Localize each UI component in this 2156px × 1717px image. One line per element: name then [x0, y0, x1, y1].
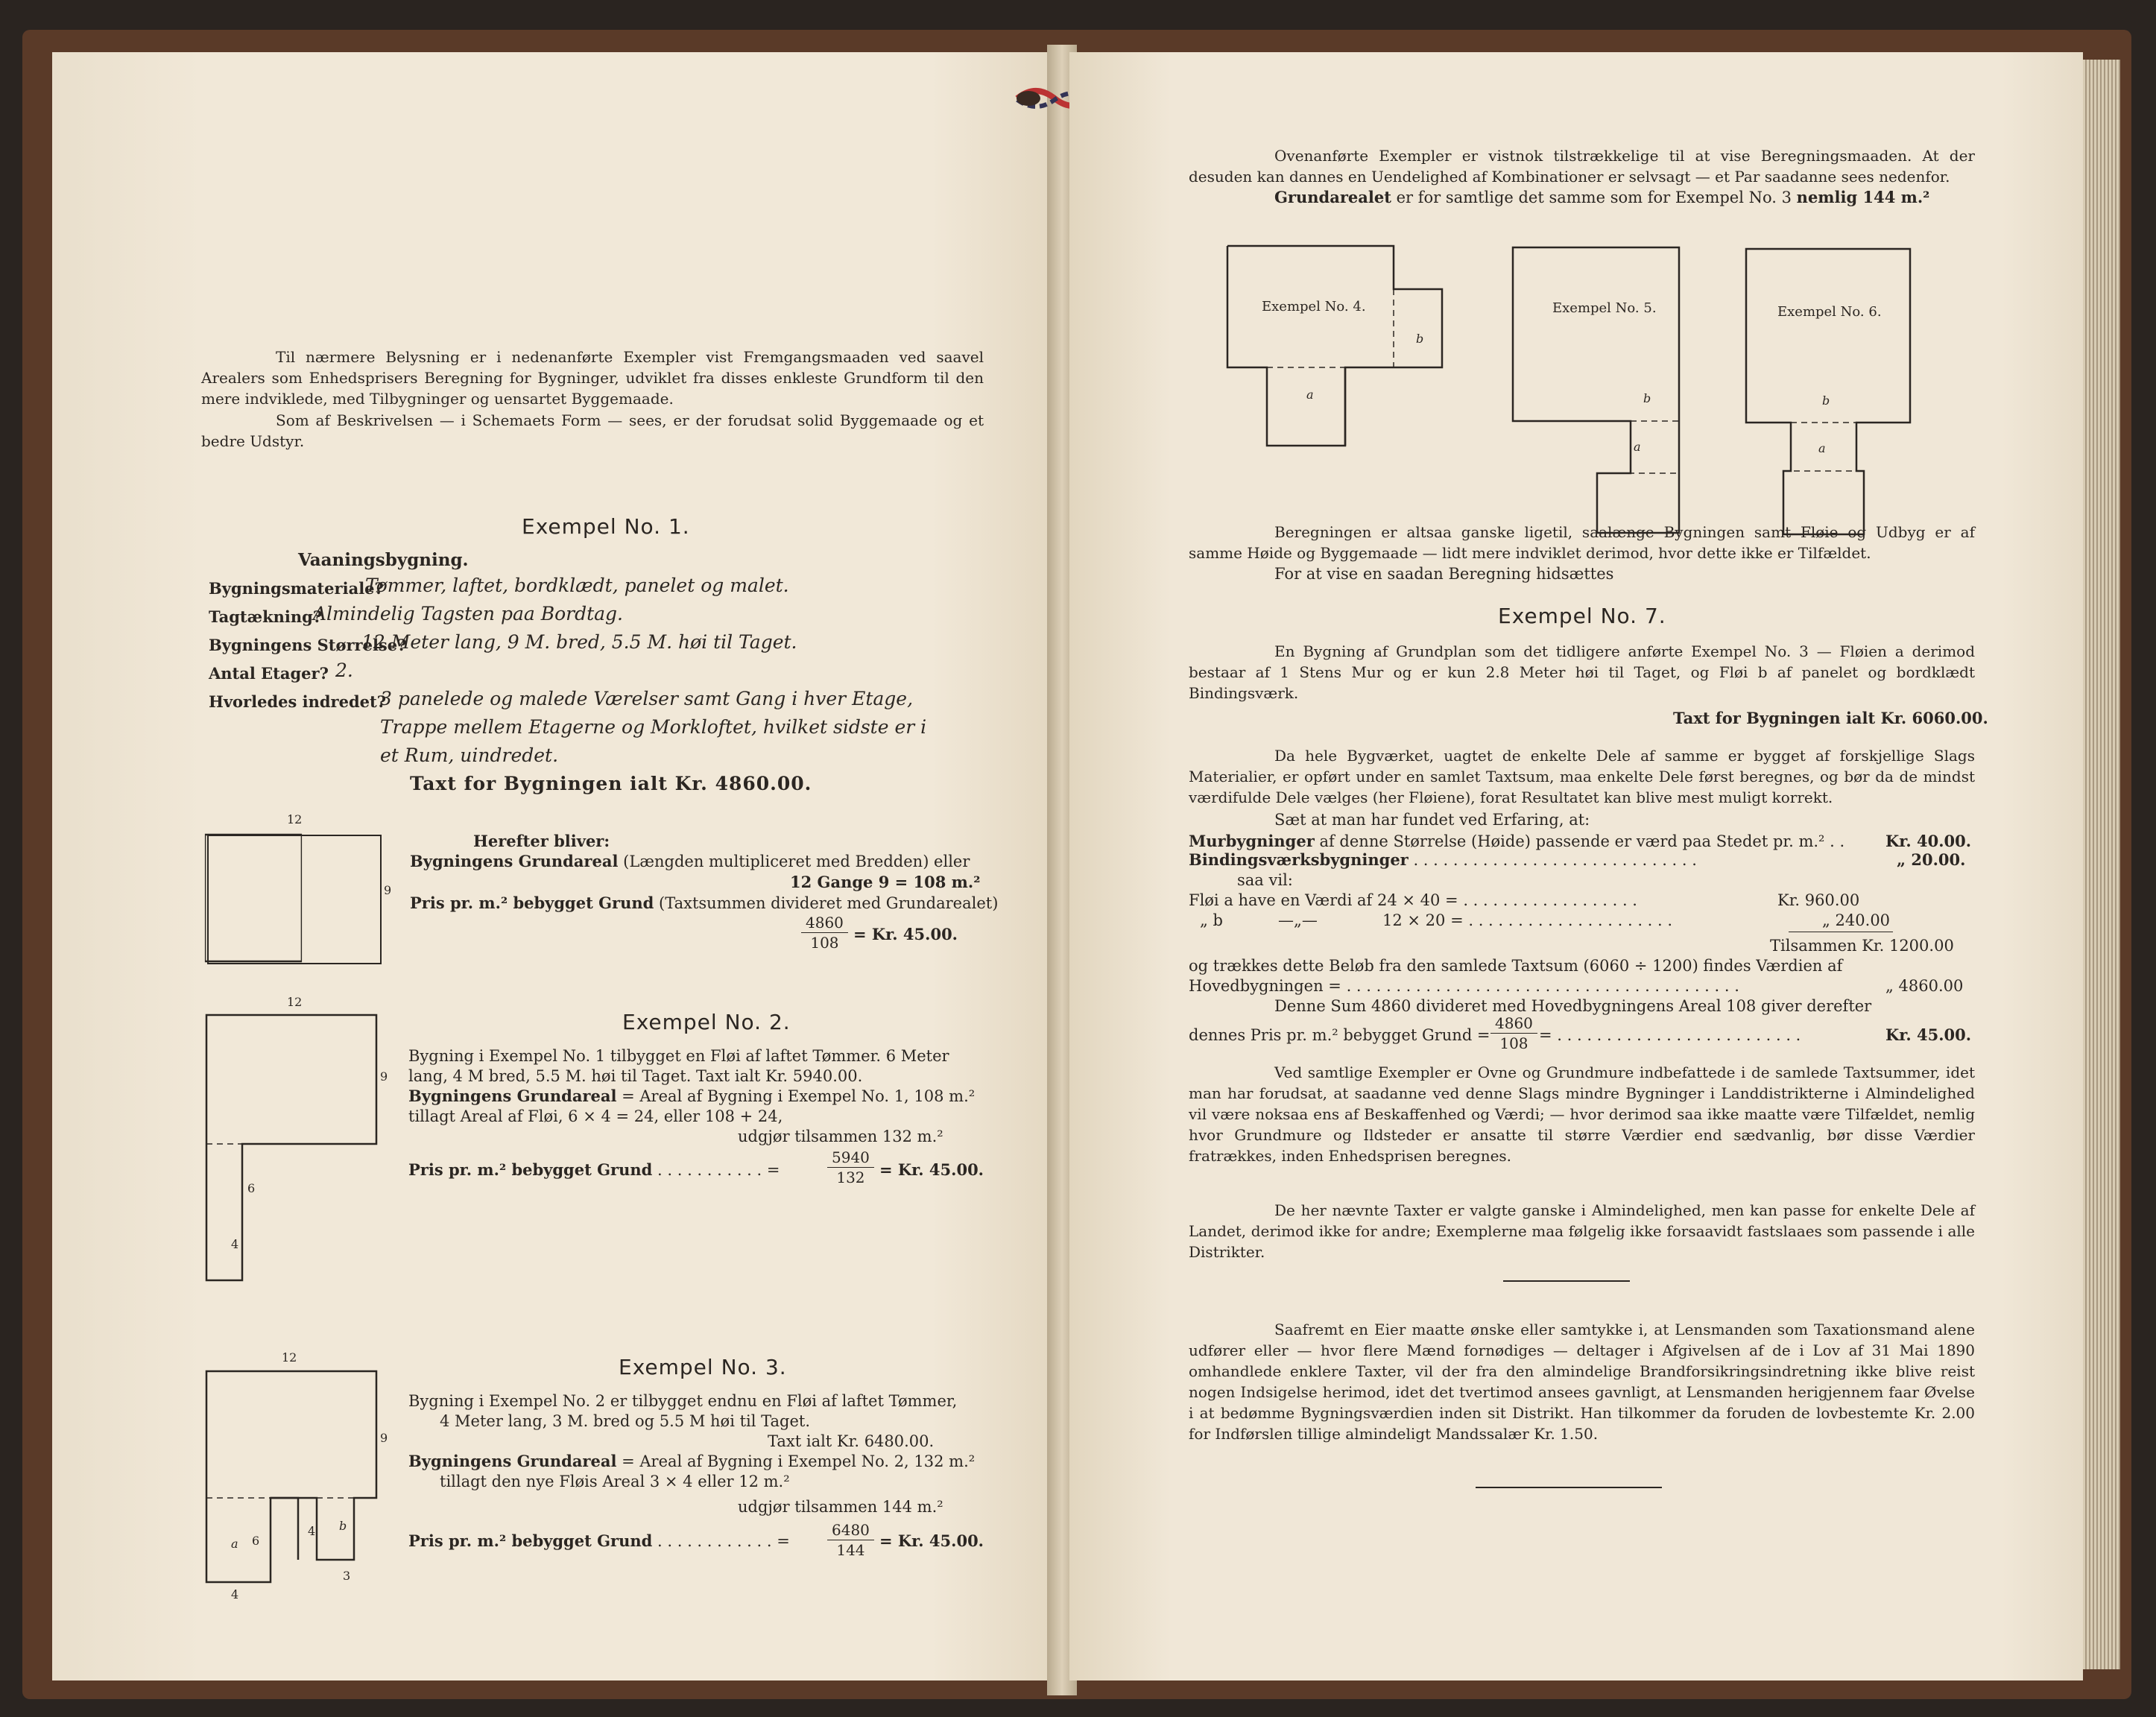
exempel-7-paragraph-1: En Bygning af Grundplan som det tidligere anførte Exempel No. 3 — Fløien a derimod bestaar af 1 Stens Mur og er kun 2.8 Meter høi til Taget, og Fløi b af panelet og bordklædt Bindingsværk.: [1189, 642, 1975, 702]
exempel-7-fraction: [1490, 1014, 1537, 1053]
grundarealet-text: er for samtlige det samme som for Exempel No. 3: [1396, 189, 1792, 206]
exempel-4-b: b: [1416, 332, 1424, 346]
fraction-denominator: 144: [836, 1541, 865, 1559]
paragraph-taxter: De her nævnte Taxter er valgte ganske i Almindelighed, men kan passe for enkelte Dele af Landet, derimod ikke for andre; Exemplerne maa følgelig ikke forsaavidt fastslaaes som passende i alle Distrikter.: [1189, 1201, 1975, 1261]
exempel-2-title: Exempel No. 2.: [622, 1010, 791, 1034]
exempel-2-fraction: [827, 1148, 874, 1187]
exempel-2-result: = Kr. 45.00.: [879, 1160, 984, 1179]
intro-paragraph: Til nærmere Belysning er i nedenanførte Exempler vist Fremgangsmaaden ved saavel Arealers som Enhedsprisers Beregning for Bygninger, udviklet fra disses enkleste Grundform til den mere indviklede, med Tilbygninger og uensartet Byggemaade.: [201, 348, 984, 408]
exempel-3-dim-4: 4: [231, 1587, 239, 1601]
pris-text: (Taxtsummen divideret med Grundarealet): [659, 894, 999, 912]
fraction-numerator: 6480: [827, 1520, 874, 1540]
exempel-5-label: Exempel No. 5.: [1552, 300, 1657, 316]
exempel-6-a: a: [1818, 441, 1826, 455]
bind-label: Bindingsværksbygninger: [1189, 850, 1409, 869]
hovedbygningen-value: „ 4860.00: [1885, 977, 1964, 995]
exempel-4-label: Exempel No. 4.: [1262, 299, 1366, 314]
floi-b-calc: 12 × 20 =: [1382, 911, 1464, 929]
exempel-4-a: a: [1306, 388, 1314, 402]
exempel-2-line-2: lang, 4 M bred, 5.5 M. høi til Taget. Taxt ialt Kr. 5940.00.: [408, 1067, 863, 1085]
fraction-denominator: 108: [1499, 1034, 1529, 1052]
answer-material: Tømmer, laftet, bordklædt, panelet og malet.: [365, 575, 789, 596]
mur-value: Kr. 40.00.: [1885, 832, 1972, 850]
exempel-4-plan: [1226, 244, 1450, 393]
exempel-3-areal-label: Bygningens Grundareal: [408, 1452, 617, 1470]
exempel-3-dim-top: 12: [282, 1350, 297, 1365]
exempel-3-line-3: Taxt ialt Kr. 6480.00.: [768, 1432, 935, 1450]
exempel-3-dim-4a: 4: [308, 1524, 316, 1538]
question-material: Bygningsmateriale?: [209, 579, 384, 598]
exempel-7-taxt: Taxt for Bygningen ialt Kr. 6060.00.: [1673, 709, 1988, 727]
exempel-2-line-1: Bygning i Exempel No. 1 tilbygget en Fløi af laftet Tømmer. 6 Meter: [408, 1047, 949, 1065]
floi-b-value: „ 240.00: [1822, 911, 1891, 929]
exempel-6-plan: [1745, 247, 1923, 546]
exempel-6-label: Exempel No. 6.: [1777, 304, 1882, 320]
floi-a-text: Fløi a have en Værdi af 24 × 40 =: [1189, 891, 1458, 909]
exempel-7-result: Kr. 45.00.: [1885, 1025, 1972, 1044]
answer-size: 12 Meter lang, 9 M. bred, 5.5 M. høi til Taget.: [361, 631, 797, 653]
areal-label: Bygningens Grundareal: [410, 852, 619, 870]
answer-layout-1: 3 panelede og malede Værelser samt Gang i hver Etage,: [380, 688, 914, 709]
hereafter-label: Herefter bliver:: [473, 832, 610, 850]
question-floors: Antal Etager?: [209, 664, 329, 683]
right-intro: Ovenanførte Exempler er vistnok tilstrækkelige til at vise Beregningsmaaden. At der desuden kan dannes en Uendelighed af Kombinationer er selvsagt — et Par saadanne sees nedenfor.: [1189, 147, 1975, 186]
exempel-3-line-1: Bygning i Exempel No. 2 er tilbygget endnu en Fløi af laftet Tømmer,: [408, 1392, 958, 1410]
exempel-1-title: Exempel No. 1.: [522, 514, 690, 539]
exempel-7-paragraph-5: Denne Sum 4860 divideret med Hovedbygningens Areal 108 giver derefter: [1274, 997, 1872, 1015]
exempel-6-b: b: [1822, 393, 1830, 408]
closing-rule: [1476, 1487, 1662, 1488]
exempel-1-fraction: [801, 913, 848, 952]
exempel-5-a: a: [1634, 440, 1641, 454]
exempel-3-line-6: udgjør tilsammen 144 m.²: [738, 1498, 943, 1516]
fraction-denominator: 108: [810, 934, 839, 952]
left-page: Til nærmere Belysning er i nedenanførte Exempler vist Fremgangsmaaden ved saavel Arealers som Enhedsprisers Beregning for Bygninger, udviklet fra disses enkleste Grundform til den mere indviklede, med Tilbygninger og uensartet Byggemaade. Som af Beskrivelsen — i Schemaets Form — sees, er der forudsat solid Byggemaade og et bedre Udstyr. Exempel No. 1. Vaaningsbygning. Bygningsmateriale? Tømmer, laftet, bordklædt, panelet og malet. Tagtækning? Almindelig Tagsten paa Bordtag. Bygningens Størrelse? 12 Meter lang, 9 M. bred, 5.5 M. høi til Taget. Antal Etager? 2. Hvorledes indredet? 3 panelede og malede Værelser samt Gang i hver Etage, Trappe mellem Etagerne og Morkloftet, hvilket sidste er i et Rum, uindredet. Taxt for Bygningen ialt Kr. 4860.00. 12 9 Herefter bliver: Bygningens Grundareal (Længden multipliceret med Bredden) eller 12 Gange 9 = 108 m.² Pris pr. m.² bebygget Grund (Taxtsummen divideret med Grundarealet) $\frac{4860}{108}$ = Kr. 45.00. 12 9 6 4 Exempel No. 2. Bygning i Exempel No. 1 tilbygget en Fløi af laftet Tømmer. 6 Meter lang, 4 M bred, 5.5 M. høi til Taget. Taxt ialt Kr. 5940.00. Bygningens Grundareal = Areal af Bygning i Exempel No. 1, 108 m.² tillagt Areal af Fløi, 6 × 4 = 24, eller 108 + 24, udgjør tilsammen 132 m.² Pris pr. m.² bebygget Grund . . . . . . . . . . . = $\frac{5940}{132}$ = Kr. 45.00. 12 9 a 6 4 b 4 3 Exempel No. 3. Bygning i Exempel No. 2 er tilbygget endnu en Fløi af laftet Tømmer, 4 Meter lang, 3 M. bred og 5.5 M høi til Taget. Taxt ialt Kr. 6480.00. Bygningens Grundareal = Areal af Bygning i Exempel No. 2, 132 m.² tillagt den nye Fløis Areal 3 × 4 eller 12 m.² udgjør tilsammen 144 m.² Pris pr. m.² bebygget Grund . . . . . . . . . . . . = $\frac{6480}{144}$ = Kr. 45.00.: [52, 52, 1051, 1680]
page-edges: [2079, 60, 2120, 1669]
right-mid-line: For at vise en saadan Beregning hidsættes: [1274, 565, 1614, 583]
hovedbygningen-label: Hovedbygningen =: [1189, 977, 1341, 995]
mur-label: Murbygninger: [1189, 832, 1315, 850]
exempel-5-b: b: [1643, 391, 1651, 405]
intro-paragraph-2: Som af Beskrivelsen — i Schemaets Form — sees, er der forudsat solid Byggemaade og et bedre Udstyr.: [201, 411, 984, 450]
exempel-7-paragraph-2: Da hele Bygværket, uagtet de enkelte Dele af samme er bygget af forskjellige Slags Materialier, er opført under en samlet Taxtsum, maa enkelte Dele først beregnes, og bør da de mindst værdifulde Dele vælges (her Fløiene), forat Resultatet kan blive mest muligt korrekt.: [1189, 747, 1975, 806]
fraction-numerator: 4860: [1490, 1014, 1537, 1034]
exempel-5-plan: [1511, 246, 1690, 544]
paragraph-ovne: Ved samtlige Exempler er Ovne og Grundmure indbefattede i de samlede Taxtsummer, idet man har forudsat, at saadanne ved denne Slags mindre Bygninger i Landdistrikterne i Almindelighed vil være noksaa ens af Beskaffenhed og Værdi; — hvor derimod saa ikke maatte være Tilfældet, nemlig hvor Grundmure og Ildsteder er ansatte til større Værdier end sædvanlig, bør disse Værdier fratrækkes, inden Enhedsprisen beregnes.: [1189, 1063, 1975, 1165]
exempel-3-fraction: [827, 1520, 874, 1560]
exempel-1-taxt: Taxt for Bygningen ialt Kr. 4860.00.: [410, 773, 812, 794]
exempel-7-paragraph-4: og trækkes dette Beløb fra den samlede Taxtsum (6060 ÷ 1200) findes Værdien af: [1189, 957, 1843, 975]
mur-text: af denne Størrelse (Høide) passende er værd paa Stedet pr. m.²: [1319, 832, 1825, 850]
exempel-2-dim-top: 12: [287, 995, 303, 1009]
exempel-3-dim-3: 3: [343, 1569, 351, 1583]
floi-b-ditto: —„—: [1278, 911, 1318, 929]
question-layout: Hvorledes indredet?: [209, 692, 387, 711]
exempel-3-dim-side: 9: [380, 1431, 388, 1445]
question-roof: Tagtækning?: [209, 607, 323, 626]
exempel-3-title: Exempel No. 3.: [619, 1355, 787, 1379]
tilsammen: Tilsammen Kr. 1200.00: [1770, 937, 1954, 955]
exempel-1-dim-top: 12: [287, 812, 303, 826]
exempel-7-title: Exempel No. 7.: [1498, 604, 1666, 628]
saa-vil: saa vil:: [1237, 871, 1293, 889]
answer-floors: 2.: [335, 660, 353, 681]
bind-value: „ 20.00.: [1897, 850, 1966, 869]
answer-layout-2: Trappe mellem Etagerne og Morkloftet, hvilket sidste er i: [380, 716, 927, 738]
exempel-3-dim-6: 6: [252, 1534, 260, 1548]
exempel-2-areal-text: = Areal af Bygning i Exempel No. 1, 108 m.²: [622, 1087, 976, 1105]
exempel-3-line-2: 4 Meter lang, 3 M. bred og 5.5 M høi til Taget.: [440, 1412, 811, 1430]
exempel-3-label-a: a: [231, 1537, 238, 1551]
exempel-3-areal-text: = Areal af Bygning i Exempel No. 2, 132 m.²: [622, 1452, 976, 1470]
right-mid-paragraph: Beregningen er altsaa ganske ligetil, saalænge Bygningen samt Fløie og Udbyg er af samme Høide og Byggemaade — lidt mere indviklet derimod, hvor dette ikke er Tilfældet.: [1189, 523, 1975, 562]
exempel-7-paragraph-6: dennes Pris pr. m.² bebygget Grund =: [1189, 1026, 1490, 1044]
exempel-2-dim-6: 6: [247, 1181, 256, 1195]
exempel-2-dim-side: 9: [380, 1069, 388, 1084]
areal-text: (Længden multipliceret med Bredden) eller: [623, 853, 970, 870]
floi-b-prefix: „ b: [1200, 911, 1223, 929]
exempel-1-dim-side: 9: [384, 883, 392, 897]
separator-rule: [1503, 1280, 1630, 1282]
fraction-numerator: 5940: [827, 1148, 874, 1168]
exempel-2-pris-label: Pris pr. m.² bebygget Grund: [408, 1160, 653, 1179]
exempel-2-plan: [205, 1014, 384, 1297]
question-size: Bygningens Størrelse?: [209, 636, 407, 654]
areal-calc: 12 Gange 9 = 108 m.²: [790, 873, 981, 891]
pris-label: Pris pr. m.² bebygget Grund: [410, 894, 654, 912]
paragraph-lensmanden: Saafremt en Eier maatte ønske eller samtykke i, at Lensmanden som Taxationsmand alene udfører eller — hvor flere Mænd fornødiges — deltager i Afgivelsen af de i Lov af 31 Mai 1890 omhandlede enklere Taxter, vil der fra den almindelige Brandforsikringsindretning ikke blive reist nogen Indsigelse herimod, idet det tvertimod ansees gavnligt, at Lensmanden herigjennem faar Øvelse i at bedømme Bygningsværdien inden sit Distrikt. Han tilkommer da foruden de lovbestemte Kr. 2.00 for Indførslen tillige almindeligt Mandssalær Kr. 1.50.: [1189, 1321, 1975, 1443]
answer-layout-3: et Rum, uindredet.: [380, 744, 559, 766]
exempel-7-paragraph-3: Sæt at man har fundet ved Erfaring, at:: [1274, 811, 1590, 829]
exempel-1-rectangle: [207, 835, 382, 964]
fraction-denominator: 132: [836, 1169, 865, 1186]
exempel-2-areal-label: Bygningens Grundareal: [408, 1087, 617, 1105]
answer-roof: Almindelig Tagsten paa Bordtag.: [313, 603, 623, 624]
exempel-3-line-5: tillagt den nye Fløis Areal 3 × 4 eller 12 m.²: [440, 1473, 790, 1490]
exempel-3-result: = Kr. 45.00.: [879, 1531, 984, 1550]
exempel-1-subtitle: Vaaningsbygning.: [298, 550, 469, 570]
exempel-3-pris-label: Pris pr. m.² bebygget Grund: [408, 1531, 653, 1550]
exempel-1-result: = Kr. 45.00.: [853, 925, 958, 943]
grundarealet-label: Grundarealet: [1274, 188, 1391, 206]
fraction-numerator: 4860: [801, 913, 848, 933]
right-page: Ovenanførte Exempler er vistnok tilstrækkelige til at vise Beregningsmaaden. At der desuden kan dannes en Uendelighed af Kombinationer er selvsagt — et Par saadanne sees nedenfor. Grundarealet er for samtlige det samme som for Exempel No. 3 nemlig 144 m.² Exempel No. 4. b a Exempel No. 5. b a Exempel No. 6. b a Beregningen er altsaa ganske ligetil, saalænge Bygningen samt Fløie og Udbyg er af samme Høide og Byggemaade — lidt mere indviklet derimod, hvor dette ikke er Tilfældet. For at vise en saadan Beregning hidsættes Exempel No. 7. En Bygning af Grundplan som det tidligere anførte Exempel No. 3 — Fløien a derimod bestaar af 1 Stens Mur og er kun 2.8 Meter høi til Taget, og Fløi b af panelet og bordklædt Bindingsværk. Taxt for Bygningen ialt Kr. 6060.00. Da hele Bygværket, uagtet de enkelte Dele af samme er bygget af forskjellige Slags Materialier, er opført under en samlet Taxtsum, maa enkelte Dele først beregnes, og bør da de mindst værdifulde Dele vælges (her Fløiene), forat Resultatet kan blive mest muligt korrekt. Sæt at man har fundet ved Erfaring, at: Murbygninger af denne Størrelse (Høide) passende er værd paa Stedet pr. m.² . . Kr. 40.00. Bindingsværksbygninger . . . . . . . . . . . . . . . . . . . . . . . . . . . . . „ 20.00. saa vil: Fløi a have en Værdi af 24 × 40 = . . . . . . . . . . . . . . . . . . Kr. 960.00 „ b —„— 12 × 20 = . . . . . . . . . . . . . . . . . . . . . „ 240.00 Tilsammen Kr. 1200.00 og trækkes dette Beløb fra den samlede Taxtsum (6060 ÷ 1200) findes Værdien af Hovedbygningen = . . . . . . . . . . . . . . . . . . . . . . . . . . . . . . . . . . . . . . . . „ 4860.00 Denne Sum 4860 divideret med Hovedbygningens Areal 108 giver derefter dennes Pris pr. m.² bebygget Grund = $\frac{4860}{108}$ = . . . . . . . . . . . . . . . . . . . . . . . . . Kr. 45.00. Ved samtlige Exempler er Ovne og Grundmure indbefattede i de samlede Taxtsummer, idet man har forudsat, at saadanne ved denne Slags mindre Bygninger i Landdistrikterne i Almindelighed vil være noksaa ens af Beskaffenhed og Værdi; — hvor derimod saa ikke maatte være Tilfældet, nemlig hvor Grundmure og Ildsteder er ansatte til større Værdier end sædvanlig, bør disse Værdier fratrækkes, inden Enhedsprisen beregnes. De her nævnte Taxter er valgte ganske i Almindelighed, men kan passe for enkelte Dele af Landet, derimod ikke for andre; Exemplerne maa følgelig ikke forsaavidt fastslaaes som passende i alle Distrikter. Saafremt en Eier maatte ønske eller samtykke i, at Lensmanden som Taxationsmand alene udfører eller — hvor flere Mænd fornødiges — deltager i Afgivelsen af de i Lov af 31 Mai 1890 omhandlede enklere Taxter, vil der fra den almindelige Brandforsikringsindretning ikke blive reist nogen Indsigelse herimod, idet det tvertimod ansees gavnligt, at Lensmanden herigjennem faar Øvelse i at bedømme Bygningsværdien inden sit Distrikt. Han tilkommer da foruden de lovbestemte Kr. 2.00 for Indførslen tillige almindeligt Mandssalær Kr. 1.50.: [1069, 52, 2083, 1680]
floi-a-value: Kr. 960.00: [1777, 891, 1860, 909]
grundarealet-value: nemlig 144 m.²: [1796, 188, 1930, 206]
exempel-2-line-5: udgjør tilsammen 132 m.²: [738, 1128, 943, 1145]
exempel-3-plan: [205, 1370, 384, 1593]
exempel-2-line-4: tillagt Areal af Fløi, 6 × 4 = 24, eller 108 + 24,: [408, 1107, 783, 1125]
exempel-2-dim-4: 4: [231, 1237, 239, 1251]
exempel-3-label-b: b: [339, 1519, 347, 1533]
